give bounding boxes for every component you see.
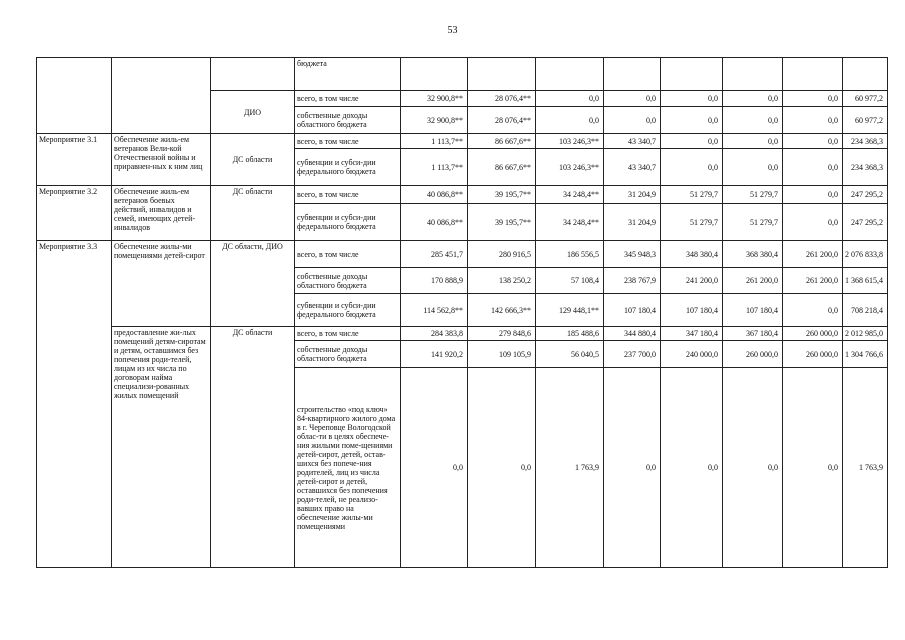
value-cell: 0,0 (604, 91, 661, 107)
value-cell (536, 58, 604, 91)
value-cell: 186 556,5 (536, 241, 604, 268)
table-row (37, 58, 888, 91)
indicator-cell: собственные доходы областного бюджета (295, 268, 401, 294)
value-cell (843, 58, 888, 91)
value-cell: 0,0 (783, 186, 843, 204)
value-cell: 0,0 (661, 107, 723, 134)
value-cell: 1 763,9 (536, 368, 604, 568)
table-row (37, 186, 888, 204)
value-cell: 0,0 (783, 294, 843, 327)
value-cell: 234 368,3 (843, 149, 888, 186)
value-cell: 138 250,2 (468, 268, 536, 294)
value-cell: 31 204,9 (604, 204, 661, 241)
value-cell: 1 304 766,6 (843, 341, 888, 368)
value-cell: 0,0 (661, 149, 723, 186)
value-cell: 367 180,4 (723, 327, 783, 341)
value-cell (401, 58, 468, 91)
value-cell: 43 340,7 (604, 134, 661, 149)
value-cell: 0,0 (783, 134, 843, 149)
indicator-cell: субвенции и субси-дии федерального бюджета (295, 204, 401, 241)
value-cell: 368 380,4 (723, 241, 783, 268)
value-cell: 260 000,0 (783, 327, 843, 341)
value-cell: 280 916,5 (468, 241, 536, 268)
indicator-cell: бюджета (295, 58, 401, 91)
indicator-cell: строительство «под ключ» 84-квартирного жилого дома в г. Череповце Вологодской облас-ти в целях обеспече-ния жилыми поме-щениями детей-сирот, детей, остав-шихся без попече-ния родителей, лиц из числа детей-сирот и детей, оставшихся без попечения роди-телей, не реализо-вавших право на обеспечение жилы-ми помещениями (295, 368, 401, 568)
value-cell: 32 900,8** (401, 107, 468, 134)
value-cell: 170 888,9 (401, 268, 468, 294)
indicator-cell: всего, в том числе (295, 134, 401, 149)
source-cell: ДС области, ДИО (211, 241, 295, 327)
value-cell: 347 180,4 (661, 327, 723, 341)
value-cell: 107 180,4 (661, 294, 723, 327)
activity-cell: Мероприятие 3.1 (37, 134, 112, 186)
value-cell: 2 012 985,0 (843, 327, 888, 341)
value-cell: 129 448,1** (536, 294, 604, 327)
value-cell: 28 076,4** (468, 107, 536, 134)
value-cell: 60 977,2 (843, 107, 888, 134)
description-cell: предоставление жи-лых помещений детям-сиротам и детям, оставшимся без попечения роди-телей, лицам из их числа по договорам найма специализи-рованных жилых помещений (112, 327, 211, 568)
value-cell: 0,0 (661, 134, 723, 149)
indicator-cell: субвенции и субси-дии федерального бюджета (295, 294, 401, 327)
value-cell: 284 383,8 (401, 327, 468, 341)
value-cell: 32 900,8** (401, 91, 468, 107)
activity-cell (37, 58, 112, 134)
activity-cell: Мероприятие 3.3 (37, 241, 112, 568)
value-cell: 345 948,3 (604, 241, 661, 268)
value-cell: 0,0 (723, 91, 783, 107)
source-cell: ДС области (211, 186, 295, 241)
value-cell: 234 368,3 (843, 134, 888, 149)
source-cell: ДС области (211, 134, 295, 186)
value-cell: 28 076,4** (468, 91, 536, 107)
table-row (37, 134, 888, 149)
value-cell: 1 113,7** (401, 149, 468, 186)
value-cell: 708 218,4 (843, 294, 888, 327)
value-cell: 0,0 (783, 204, 843, 241)
value-cell: 0,0 (604, 107, 661, 134)
description-cell: Обеспечение жиль-ем ветеранов Вели-кой Отечественной войны и приравнен-ных к ним лиц (112, 134, 211, 186)
value-cell: 1 368 615,4 (843, 268, 888, 294)
indicator-cell: собственные доходы областного бюджета (295, 107, 401, 134)
source-cell: ДС области (211, 327, 295, 568)
value-cell: 103 246,3** (536, 149, 604, 186)
description-cell: Обеспечение жилы-ми помещениями детей-сирот (112, 241, 211, 327)
value-cell: 260 000,0 (783, 341, 843, 368)
value-cell: 0,0 (723, 107, 783, 134)
value-cell: 39 195,7** (468, 186, 536, 204)
value-cell (604, 58, 661, 91)
value-cell: 109 105,9 (468, 341, 536, 368)
value-cell: 39 195,7** (468, 204, 536, 241)
source-cell (211, 58, 295, 91)
table-row (37, 327, 888, 341)
value-cell: 279 848,6 (468, 327, 536, 341)
value-cell: 0,0 (661, 91, 723, 107)
value-cell: 240 000,0 (661, 341, 723, 368)
value-cell: 86 667,6** (468, 134, 536, 149)
value-cell: 43 340,7 (604, 149, 661, 186)
indicator-cell: субвенции и субси-дии федерального бюджета (295, 149, 401, 186)
value-cell: 237 700,0 (604, 341, 661, 368)
budget-table (36, 57, 888, 568)
activity-cell: Мероприятие 3.2 (37, 186, 112, 241)
value-cell: 103 246,3** (536, 134, 604, 149)
value-cell (783, 58, 843, 91)
value-cell: 1 113,7** (401, 134, 468, 149)
value-cell: 40 086,8** (401, 186, 468, 204)
value-cell: 0,0 (604, 368, 661, 568)
value-cell: 0,0 (723, 149, 783, 186)
value-cell: 107 180,4 (604, 294, 661, 327)
value-cell (723, 58, 783, 91)
value-cell: 0,0 (783, 107, 843, 134)
value-cell: 107 180,4 (723, 294, 783, 327)
indicator-cell: всего, в том числе (295, 327, 401, 341)
value-cell: 40 086,8** (401, 204, 468, 241)
value-cell: 0,0 (661, 368, 723, 568)
value-cell: 34 248,4** (536, 186, 604, 204)
page-number: 53 (447, 25, 458, 36)
indicator-cell: всего, в том числе (295, 241, 401, 268)
value-cell: 86 667,6** (468, 149, 536, 186)
value-cell: 0,0 (723, 134, 783, 149)
value-cell: 261 200,0 (723, 268, 783, 294)
value-cell: 51 279,7 (723, 204, 783, 241)
description-cell (112, 58, 211, 134)
value-cell: 141 920,2 (401, 341, 468, 368)
source-cell: ДИО (211, 91, 295, 134)
value-cell: 261 200,0 (783, 241, 843, 268)
value-cell: 31 204,9 (604, 186, 661, 204)
table-row (37, 241, 888, 268)
value-cell: 114 562,8** (401, 294, 468, 327)
value-cell: 1 763,9 (843, 368, 888, 568)
value-cell: 0,0 (536, 91, 604, 107)
value-cell: 241 200,0 (661, 268, 723, 294)
value-cell: 0,0 (536, 107, 604, 134)
value-cell: 51 279,7 (723, 186, 783, 204)
value-cell (661, 58, 723, 91)
value-cell: 261 200,0 (783, 268, 843, 294)
value-cell (468, 58, 536, 91)
value-cell: 247 295,2 (843, 186, 888, 204)
value-cell: 142 666,3** (468, 294, 536, 327)
value-cell: 285 451,7 (401, 241, 468, 268)
value-cell: 0,0 (783, 91, 843, 107)
value-cell: 185 488,6 (536, 327, 604, 341)
value-cell: 247 295,2 (843, 204, 888, 241)
value-cell: 51 279,7 (661, 204, 723, 241)
value-cell: 0,0 (783, 149, 843, 186)
indicator-cell: всего, в том числе (295, 186, 401, 204)
value-cell: 2 076 833,8 (843, 241, 888, 268)
value-cell: 348 380,4 (661, 241, 723, 268)
value-cell: 60 977,2 (843, 91, 888, 107)
value-cell: 56 040,5 (536, 341, 604, 368)
value-cell: 57 108,4 (536, 268, 604, 294)
value-cell: 0,0 (783, 368, 843, 568)
description-cell: Обеспечение жиль-ем ветеранов боевых действий, инвалидов и семей, имеющих детей-инвалидов (112, 186, 211, 241)
value-cell: 0,0 (723, 368, 783, 568)
value-cell: 34 248,4** (536, 204, 604, 241)
value-cell: 51 279,7 (661, 186, 723, 204)
indicator-cell: собственные доходы областного бюджета (295, 341, 401, 368)
value-cell: 0,0 (468, 368, 536, 568)
value-cell: 0,0 (401, 368, 468, 568)
value-cell: 260 000,0 (723, 341, 783, 368)
value-cell: 238 767,9 (604, 268, 661, 294)
value-cell: 344 880,4 (604, 327, 661, 341)
indicator-cell: всего, в том числе (295, 91, 401, 107)
